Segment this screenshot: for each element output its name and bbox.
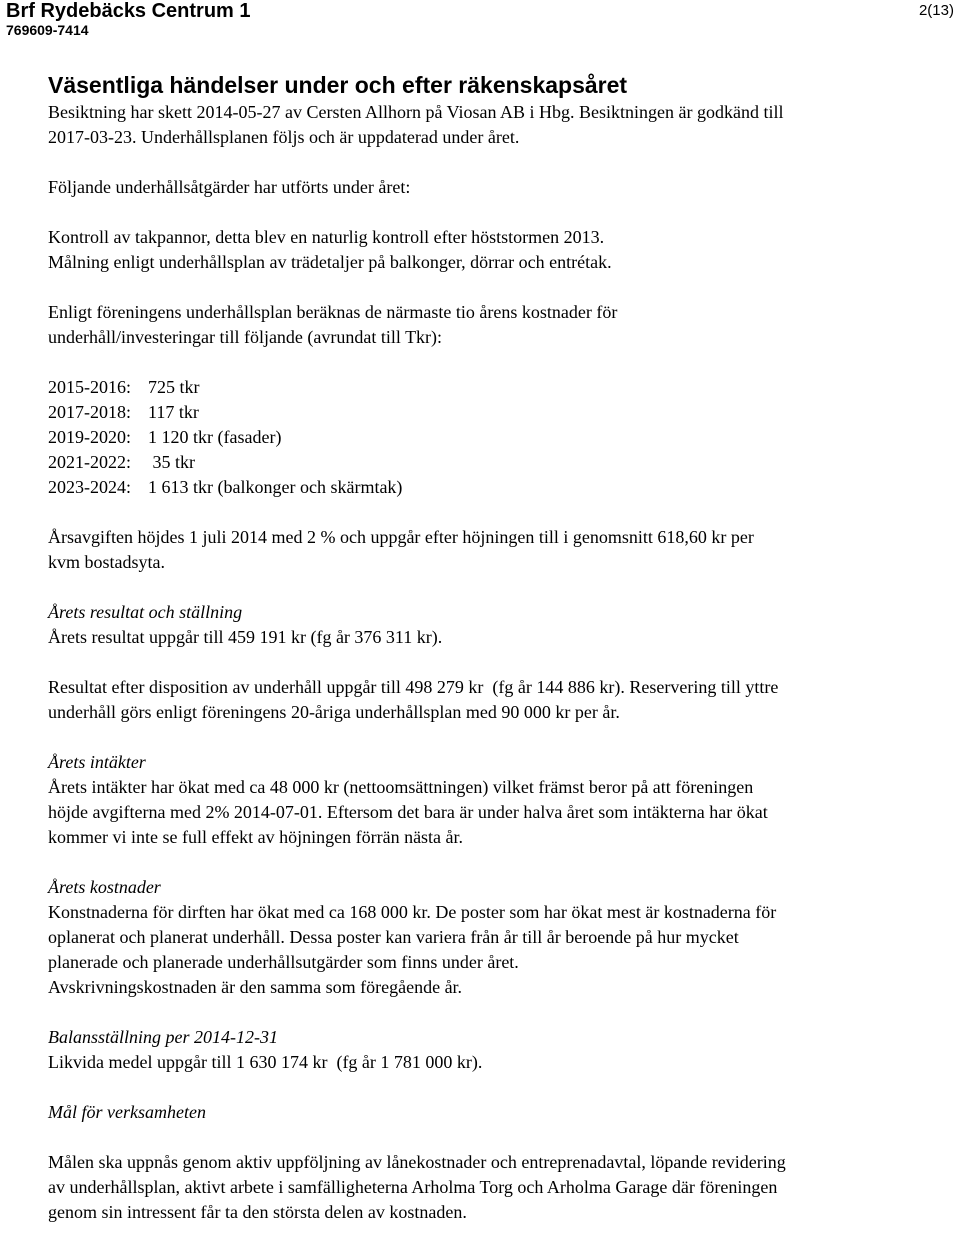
costs-heading: Årets kostnader: [48, 877, 161, 897]
income-paragraph: [48, 775, 954, 850]
cost-amount: 725 tkr: [148, 377, 200, 397]
org-name: Brf Rydebäcks Centrum 1: [6, 0, 251, 22]
text-line: oplanerat och planerat underhåll. Dessa poster kan variera från år till år beroende på hur mycket: [48, 927, 739, 947]
text-line: kommer vi inte se full effekt av höjningen förrän nästa år.: [48, 827, 464, 847]
table-row: [48, 450, 402, 475]
cost-period: 2019-2020:: [48, 427, 131, 447]
cost-period: 2021-2022:: [48, 452, 131, 472]
cost-period: 2023-2024:: [48, 477, 131, 497]
goals-paragraph: [48, 1150, 954, 1225]
cost-plan-table: [48, 375, 402, 500]
document-body: [48, 70, 954, 1225]
disposition-paragraph: [48, 675, 954, 725]
goals-heading: Mål för verksamheten: [48, 1102, 206, 1122]
costs-paragraph: [48, 900, 954, 1000]
text-line: av underhållsplan, aktivt arbete i samfälligheterna Arholma Torg och Arholma Garage där föreningen: [48, 1177, 778, 1197]
cost-amount: 1 120 tkr (fasader): [148, 427, 282, 447]
balance-heading: Balansställning per 2014-12-31: [48, 1027, 278, 1047]
balance-text: Likvida medel uppgår till 1 630 174 kr (fg år 1 781 000 kr).: [48, 1052, 483, 1072]
text-line: underhåll/investeringar till följande (avrundat till Tkr):: [48, 327, 443, 347]
text-line: genom sin intressent får ta den största delen av kostnaden.: [48, 1202, 467, 1222]
text-line: höjde avgifterna med 2% 2014-07-01. Eftersom det bara är under halva året som intäkterna har ökat: [48, 802, 768, 822]
cost-amount: 117 tkr: [148, 402, 199, 422]
text-line: Avskrivningskostnaden är den samma som föregående år.: [48, 977, 463, 997]
result-text: Årets resultat uppgår till 459 191 kr (fg år 376 311 kr).: [48, 627, 443, 647]
fee-paragraph: [48, 525, 954, 575]
income-heading: Årets intäkter: [48, 752, 146, 772]
text-line: Besiktning har skett 2014-05-27 av Cersten Allhorn på Viosan AB i Hbg. Besiktningen är godkänd till: [48, 102, 784, 122]
text-line: Enligt föreningens underhållsplan beräknas de närmaste tio årens kostnader för: [48, 302, 618, 322]
text-line: Resultat efter disposition av underhåll uppgår till 498 279 kr (fg år 144 886 kr). Reservering till yttre: [48, 677, 779, 697]
text-line: Kontroll av takpannor, detta blev en naturlig kontroll efter höststormen 2013.: [48, 227, 605, 247]
table-row: [48, 375, 402, 400]
text-line: Årets intäkter har ökat med ca 48 000 kr (nettoomsättningen) vilket främst beror på att föreningen: [48, 777, 754, 797]
text-line: 2017-03-23. Underhållsplanen följs och är uppdaterad under året.: [48, 127, 520, 147]
result-heading: Årets resultat och ställning: [48, 602, 243, 622]
maintenance-done-paragraph: [48, 225, 954, 275]
maintenance-intro: Följande underhållsåtgärder har utförts under året:: [48, 177, 411, 197]
plan-paragraph: [48, 300, 954, 350]
text-line: Målen ska uppnås genom aktiv uppföljning av lånekostnader och entreprenadavtal, löpande revidering: [48, 1152, 786, 1172]
text-line: underhåll görs enligt föreningens 20-åriga underhållsplan med 90 000 kr per år.: [48, 702, 620, 722]
text-line: kvm bostadsyta.: [48, 552, 165, 572]
text-line: Målning enligt underhållsplan av trädetaljer på balkonger, dörrar och entrétak.: [48, 252, 612, 272]
cost-amount: 35 tkr: [148, 452, 195, 472]
table-row: [48, 475, 402, 500]
text-line: Konstnaderna för dirften har ökat med ca 168 000 kr. De poster som har ökat mest är kostnaderna för: [48, 902, 777, 922]
text-line: planerade och planerade underhållsutgärder som finns under året.: [48, 952, 519, 972]
inspection-paragraph: [48, 100, 954, 150]
org-number: 769609-7414: [6, 22, 89, 38]
cost-period: 2015-2016:: [48, 377, 131, 397]
table-row: [48, 425, 402, 450]
cost-period: 2017-2018:: [48, 402, 131, 422]
text-line: Årsavgiften höjdes 1 juli 2014 med 2 % och uppgår efter höjningen till i genomsnitt 618,60 kr per: [48, 527, 754, 547]
table-row: [48, 400, 402, 425]
cost-amount: 1 613 tkr (balkonger och skärmtak): [148, 477, 403, 497]
page-number: 2(13): [918, 2, 954, 19]
main-heading: Väsentliga händelser under och efter räkenskapsåret: [48, 72, 628, 98]
